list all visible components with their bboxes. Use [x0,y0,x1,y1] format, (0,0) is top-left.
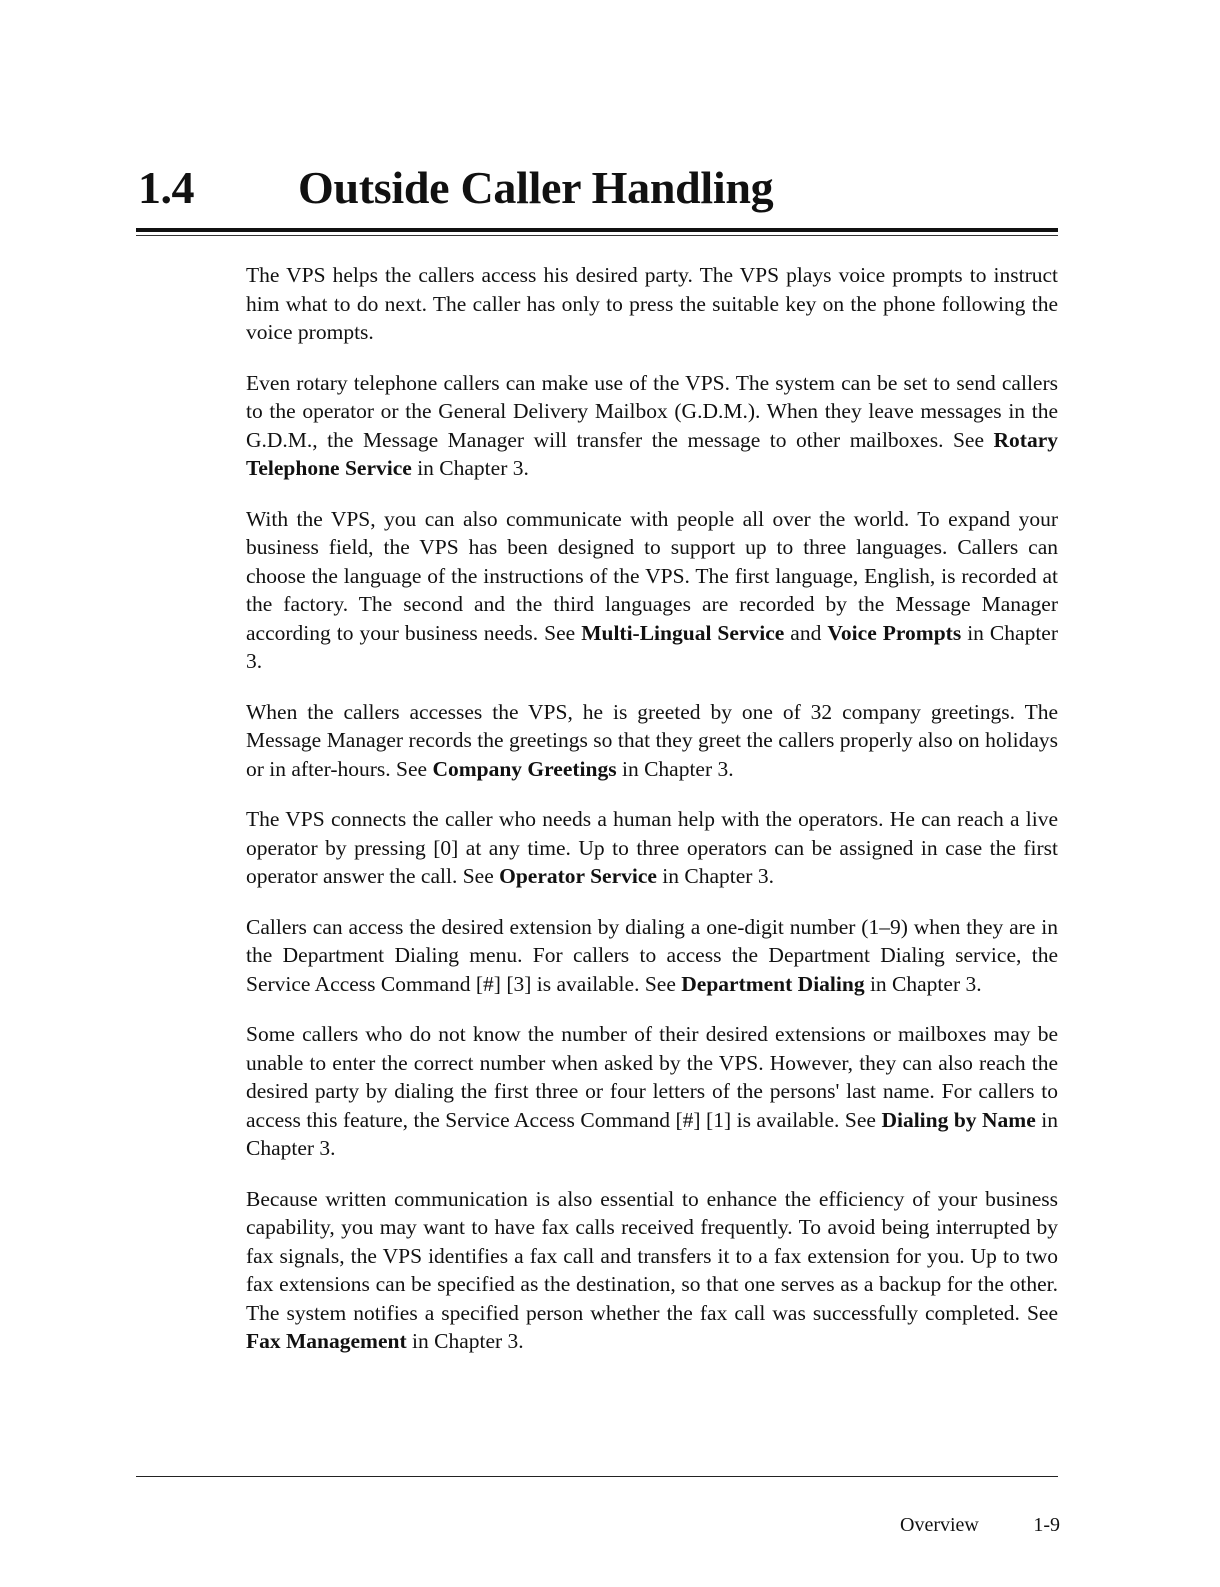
footer-rule [136,1476,1058,1477]
section-title: Outside Caller Handling [298,162,774,213]
paragraph-text: in Chapter 3. [616,756,734,781]
paragraph-text: The VPS connects the caller who needs a human help with the operators. He can reach a live operator by pressing [0] at any time. Up to three operators can be assigned in case the first operator answer the call. See [246,807,1058,888]
paragraph-text: in Chapter 3. [406,1329,524,1353]
section-heading [138,158,1058,228]
paragraph-text: Even rotary telephone callers can make use of the VPS. The system can be set to send callers to the operator or the General Delivery Mailbox (G.D.M.). When they leave messages in the G.D.M., the Message Manager will transfer the message to other mailboxes. See [246,370,1058,452]
paragraph-text: in Chapter 3. [246,1107,1058,1160]
body-text [246,261,1058,1378]
paragraph-text: in Chapter 3. [656,864,774,888]
paragraph [246,1020,1058,1163]
paragraph [246,369,1058,483]
paragraph-text: and [784,620,828,645]
bold-reference: Dialing by Name [881,1107,1036,1132]
paragraph [246,1185,1058,1356]
bold-reference: Multi-Lingual Service [581,620,785,645]
footer-section-label: Overview [900,1514,979,1536]
paragraph-text: When the callers accesses the VPS, he is greeted by one of 32 company greetings. The Message Manager records the greetings so that they greet the callers properly also on holidays or in after-hours. See [246,699,1058,781]
section-number: 1.4 [138,162,194,213]
bold-reference: Voice Prompts [827,620,962,645]
bold-reference: Department Dialing [681,971,865,996]
page-number: 1-9 [1033,1514,1060,1536]
paragraph-text: in Chapter 3. [411,456,529,480]
page-footer [860,1512,1060,1538]
bold-reference: Company Greetings [432,756,617,781]
paragraph-text: The VPS helps the callers access his desired party. The VPS plays voice prompts to instruct him what to do next. The caller has only to press the suitable key on the phone following the voice prompts. [246,263,1058,344]
heading-rule-thick [136,228,1058,232]
paragraph [246,505,1058,676]
paragraph-text: Callers can access the desired extension by dialing a one-digit number (1–9) when they are in the Department Dialing menu. For callers to access the Department Dialing service, the Service Access Command [#] [3] is available. See [246,914,1058,996]
paragraph-text: With the VPS, you can also communicate with people all over the world. To expand your business field, the VPS has been designed to support up to three languages. Callers can choose the language of the instructions of the VPS. The first language, English, is recorded at the factory. The second and the third languages are recorded by the Message Manager according to your business needs. See [246,506,1058,645]
paragraph-text: Some callers who do not know the number of their desired extensions or mailboxes may be unable to enter the correct number when asked by the VPS. However, they can also reach the desired party by dialing the first three or four letters of the persons' last name. For callers to access this feature, the Service Access Command [#] [1] is available. See [246,1022,1058,1132]
paragraph-text: Because written communication is also essential to enhance the efficiency of your business capability, you may want to have fax calls received frequently. To avoid being interrupted by fax signals, the VPS identifies a fax call and transfers it to a fax extension for you. Up to two fax extensions can be specified as the destination, so that one serves as a backup for the other. The system notifies a specified person whether the fax call was successfully completed. See [246,1186,1058,1325]
bold-reference: Operator Service [499,864,657,888]
paragraph-text: in Chapter 3. [864,971,982,996]
paragraph [246,913,1058,999]
heading-rule-thin [136,235,1058,236]
paragraph-text: in Chapter 3. [246,620,1058,673]
paragraph [246,698,1058,784]
paragraph [246,261,1058,347]
bold-reference: Rotary Telephone Service [246,427,1058,480]
bold-reference: Fax Management [246,1329,407,1353]
paragraph [246,805,1058,891]
